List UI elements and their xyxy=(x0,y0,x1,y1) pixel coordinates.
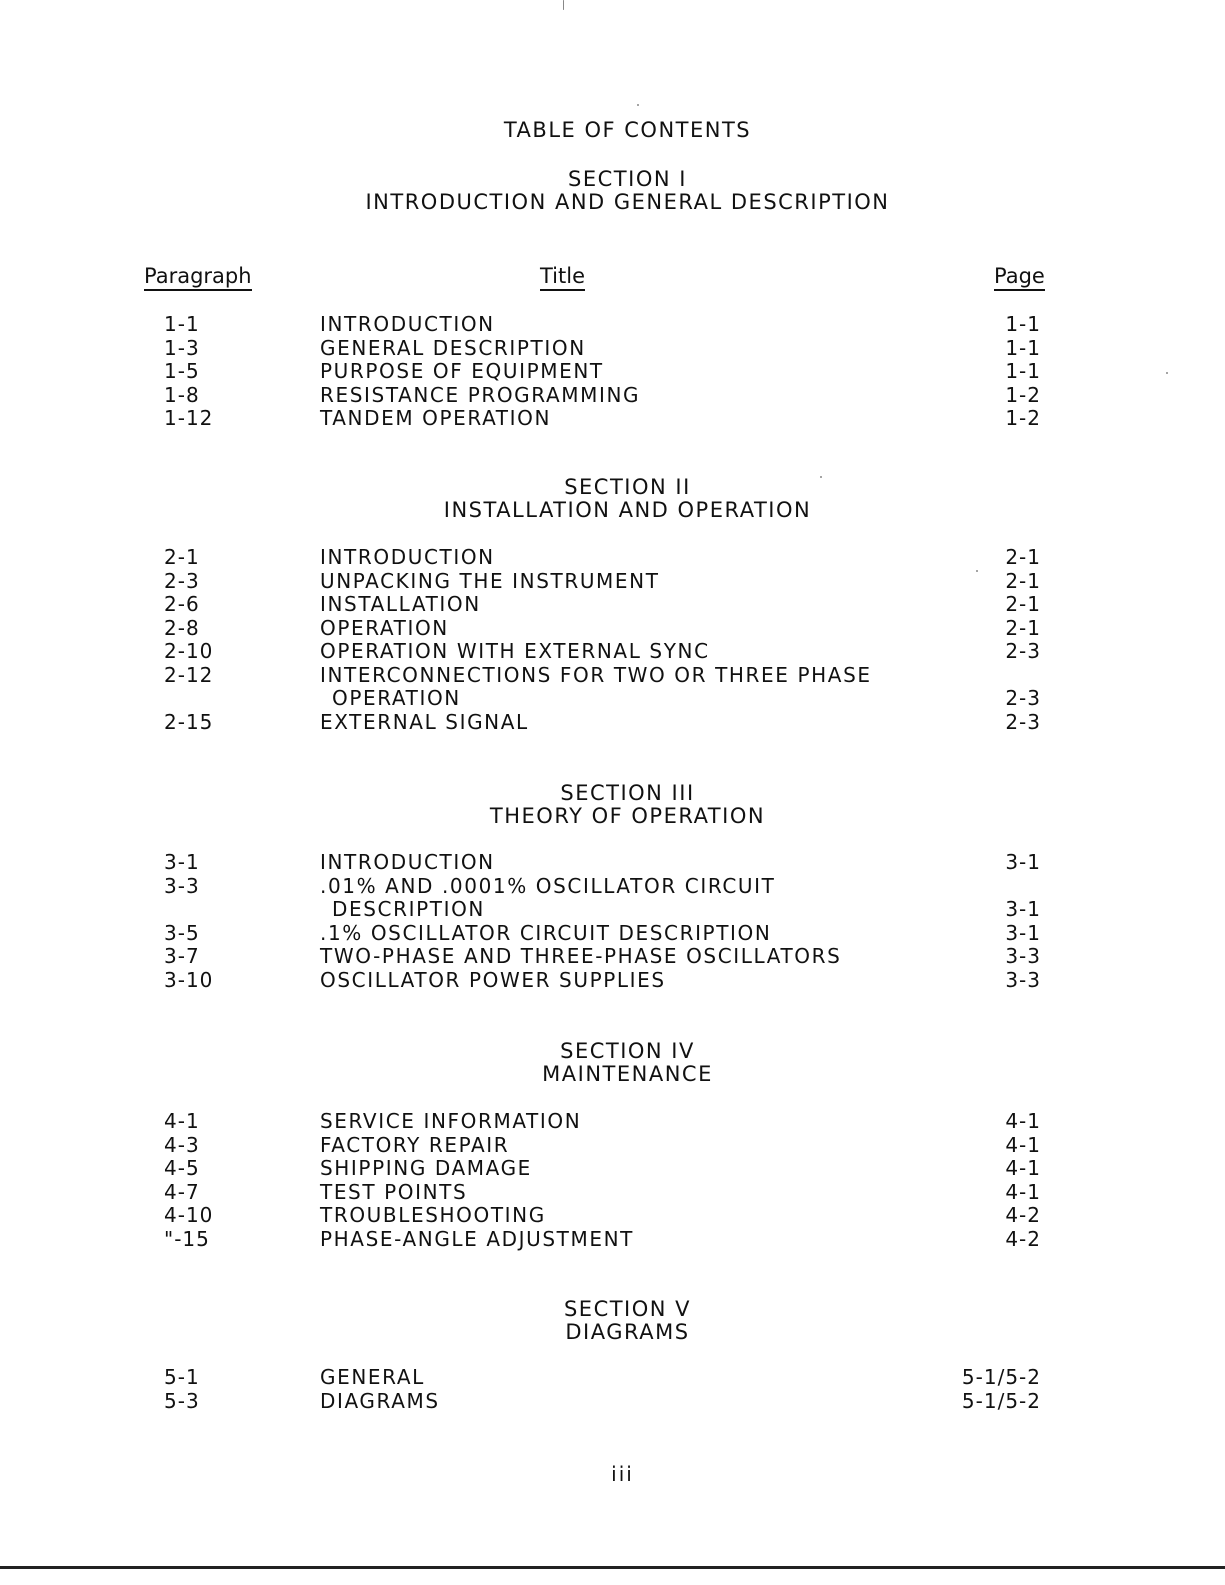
paragraph-number: 5-1 xyxy=(164,1365,200,1389)
section-number: SECTION I xyxy=(568,167,687,191)
page-ref: 1-2 xyxy=(1005,382,1041,407)
paragraph-number: 3-1 xyxy=(164,850,200,874)
page-ref: 1-1 xyxy=(1005,312,1041,336)
toc-row-continuation xyxy=(0,687,1225,711)
paragraph-number: 1-1 xyxy=(164,312,200,336)
toc-row xyxy=(0,922,1225,946)
page-ref: 2-3 xyxy=(1005,709,1041,734)
page-ref: 4-2 xyxy=(1005,1203,1041,1227)
paragraph-number: 3-10 xyxy=(164,967,214,992)
entry-title: SHIPPING DAMAGE xyxy=(320,1156,532,1180)
page-ref: 2-1 xyxy=(1005,568,1041,593)
paragraph-number: 1-8 xyxy=(164,382,200,407)
paragraph-number: 4-1 xyxy=(164,1109,200,1133)
page-ref: 1-1 xyxy=(1005,335,1041,360)
toc-row xyxy=(0,570,1225,594)
paragraph-number: 2-10 xyxy=(164,639,214,663)
entry-title: PURPOSE OF EQUIPMENT xyxy=(320,359,604,383)
scan-edge-line xyxy=(0,1566,1225,1569)
toc-row-continuation xyxy=(0,898,1225,922)
entry-title: INTRODUCTION xyxy=(320,850,495,874)
entry-title: DIAGRAMS xyxy=(320,1388,440,1413)
toc-row xyxy=(0,851,1225,875)
toc-row xyxy=(0,1204,1225,1228)
page-ref: 2-1 xyxy=(1005,615,1041,640)
page-ref: 4-1 xyxy=(1005,1132,1041,1157)
paragraph-number: 4-3 xyxy=(164,1132,200,1157)
page-ref: 2-3 xyxy=(1005,639,1041,663)
paragraph-number: 5-3 xyxy=(164,1388,200,1413)
entry-title: INTERCONNECTIONS FOR TWO OR THREE PHASE xyxy=(320,662,872,687)
section-1-header xyxy=(0,168,1225,214)
entry-title: RESISTANCE PROGRAMMING xyxy=(320,382,641,407)
entry-title: .1% OSCILLATOR CIRCUIT DESCRIPTION xyxy=(320,920,772,945)
entry-title: OPERATION WITH EXTERNAL SYNC xyxy=(320,639,710,663)
toc-row xyxy=(0,1134,1225,1158)
entry-title: TEST POINTS xyxy=(320,1179,468,1204)
column-heading-paragraph: Paragraph xyxy=(144,264,252,291)
entry-title: PHASE-ANGLE ADJUSTMENT xyxy=(320,1226,634,1251)
page-ref: 2-1 xyxy=(1005,545,1041,569)
page-ref: 4-1 xyxy=(1005,1179,1041,1204)
column-heading-title: Title xyxy=(540,264,585,291)
toc-row xyxy=(0,384,1225,408)
toc-row xyxy=(0,711,1225,735)
entry-title: OSCILLATOR POWER SUPPLIES xyxy=(320,967,666,992)
section-5-header xyxy=(0,1298,1225,1344)
page-ref: 3-3 xyxy=(1005,944,1041,968)
toc-row xyxy=(0,1366,1225,1390)
section-3-header xyxy=(0,782,1225,828)
entry-title: INSTALLATION xyxy=(320,592,481,616)
toc-row xyxy=(0,617,1225,641)
toc-row xyxy=(0,593,1225,617)
toc-heading: TABLE OF CONTENTS xyxy=(503,118,752,142)
section-number: SECTION III xyxy=(560,781,695,805)
toc-row xyxy=(0,640,1225,664)
toc-row xyxy=(0,546,1225,570)
section-4-header xyxy=(0,1040,1225,1086)
entry-title: DESCRIPTION xyxy=(332,897,485,921)
toc-row xyxy=(0,407,1225,431)
section-number: SECTION IV xyxy=(560,1039,695,1063)
toc-row xyxy=(0,664,1225,688)
page-ref: 5-1/5-2 xyxy=(961,1388,1041,1413)
entry-title: OPERATION xyxy=(320,615,449,640)
page-ref: 4-2 xyxy=(1005,1226,1041,1251)
entry-title: .01% AND .0001% OSCILLATOR CIRCUIT xyxy=(320,873,776,898)
paragraph-number: 2-12 xyxy=(164,662,214,687)
section-name: INSTALLATION AND OPERATION xyxy=(443,498,812,522)
paragraph-number: "-15 xyxy=(164,1226,210,1251)
entry-title: UNPACKING THE INSTRUMENT xyxy=(320,568,660,593)
scan-speck xyxy=(976,570,978,572)
section-name: MAINTENANCE xyxy=(542,1062,713,1086)
scan-speck xyxy=(820,476,822,478)
paragraph-number: 2-6 xyxy=(164,592,200,616)
section-3-entries xyxy=(0,851,1225,992)
paragraph-number: 2-8 xyxy=(164,615,200,640)
paragraph-number: 3-7 xyxy=(164,944,200,968)
toc-row xyxy=(0,1110,1225,1134)
entry-title: FACTORY REPAIR xyxy=(320,1132,510,1157)
page-ref: 4-1 xyxy=(1005,1156,1041,1180)
page-ref: 1-2 xyxy=(1005,406,1041,430)
toc-row xyxy=(0,360,1225,384)
page-ref: 3-1 xyxy=(1005,897,1041,921)
page-ref: 3-1 xyxy=(1005,850,1041,874)
page-ref: 4-1 xyxy=(1005,1109,1041,1133)
entry-title: INTRODUCTION xyxy=(320,545,495,569)
entry-title: EXTERNAL SIGNAL xyxy=(320,709,529,734)
page-ref: 1-1 xyxy=(1005,359,1041,383)
section-name: THEORY OF OPERATION xyxy=(489,804,766,828)
toc-row xyxy=(0,313,1225,337)
paragraph-number: 4-10 xyxy=(164,1203,214,1227)
section-4-entries xyxy=(0,1110,1225,1251)
paragraph-number: 4-7 xyxy=(164,1179,200,1204)
page-ref: 3-1 xyxy=(1005,920,1041,945)
section-2-header xyxy=(0,476,1225,522)
paragraph-number: 2-3 xyxy=(164,568,200,593)
column-heading-page: Page xyxy=(994,264,1045,291)
section-5-entries xyxy=(0,1366,1225,1413)
page-ref: 3-3 xyxy=(1005,967,1041,992)
section-1-entries xyxy=(0,313,1225,431)
paragraph-number: 3-3 xyxy=(164,873,200,898)
page-ref: 2-3 xyxy=(1005,686,1041,710)
entry-title: OPERATION xyxy=(332,686,461,710)
section-number: SECTION II xyxy=(564,475,691,499)
scan-mark xyxy=(563,0,564,10)
entry-title: GENERAL DESCRIPTION xyxy=(320,335,586,360)
page-ref: 2-1 xyxy=(1005,592,1041,616)
toc-row xyxy=(0,1157,1225,1181)
paragraph-number: 4-5 xyxy=(164,1156,200,1180)
toc-row xyxy=(0,1390,1225,1414)
page-number: iii xyxy=(611,1462,634,1486)
toc-row xyxy=(0,945,1225,969)
scan-speck xyxy=(1166,372,1168,374)
paragraph-number: 2-15 xyxy=(164,709,214,734)
section-name: INTRODUCTION AND GENERAL DESCRIPTION xyxy=(365,190,890,214)
paragraph-number: 3-5 xyxy=(164,920,200,945)
entry-title: INTRODUCTION xyxy=(320,312,495,336)
paragraph-number: 1-12 xyxy=(164,406,214,430)
paragraph-number: 2-1 xyxy=(164,545,200,569)
toc-row xyxy=(0,337,1225,361)
entry-title: TROUBLESHOOTING xyxy=(320,1203,546,1227)
paragraph-number: 1-3 xyxy=(164,335,200,360)
scan-speck xyxy=(637,104,639,106)
page-ref: 5-1/5-2 xyxy=(961,1365,1041,1389)
toc-row xyxy=(0,1228,1225,1252)
section-2-entries xyxy=(0,546,1225,734)
section-name: DIAGRAMS xyxy=(565,1320,690,1344)
entry-title: SERVICE INFORMATION xyxy=(320,1109,582,1133)
toc-row xyxy=(0,969,1225,993)
section-number: SECTION V xyxy=(563,1297,692,1321)
toc-row xyxy=(0,1181,1225,1205)
paragraph-number: 1-5 xyxy=(164,359,200,383)
entry-title: TANDEM OPERATION xyxy=(320,406,552,430)
entry-title: TWO-PHASE AND THREE-PHASE OSCILLATORS xyxy=(320,944,842,968)
toc-row xyxy=(0,875,1225,899)
entry-title: GENERAL xyxy=(320,1365,425,1389)
